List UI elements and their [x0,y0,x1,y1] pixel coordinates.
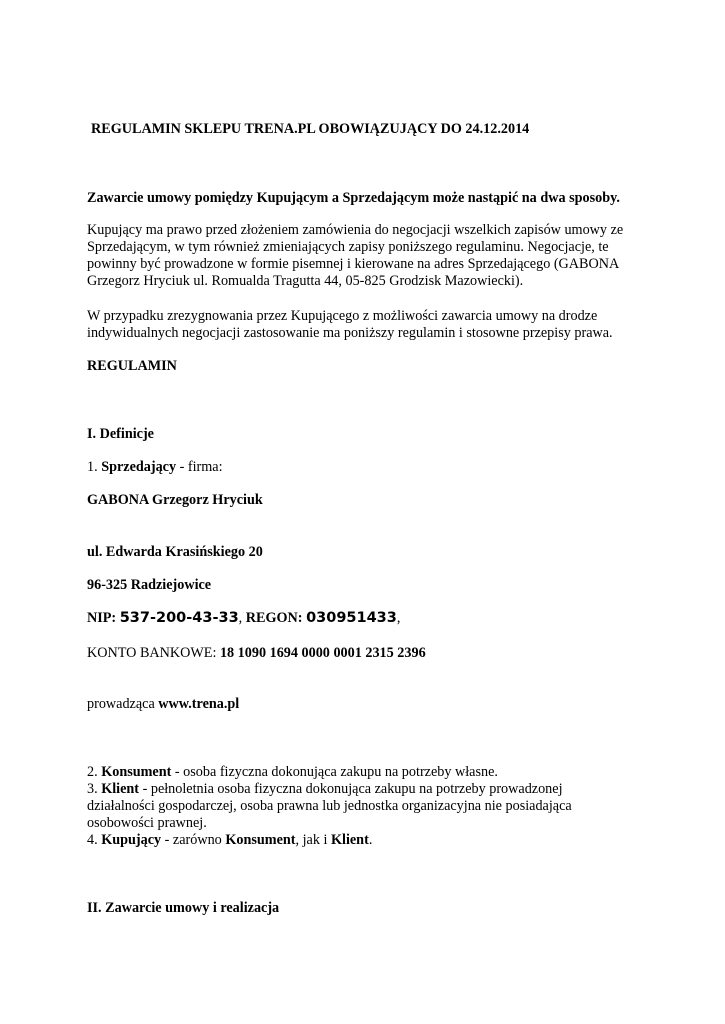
definition-number: 1. [87,459,102,475]
definition-text: - firma: [176,459,223,475]
definition-number: 4. [87,832,102,848]
nip-label: NIP: [87,610,120,626]
definition-term: Klient [101,781,140,797]
paragraph-negotiation [87,222,647,290]
nip-value: 537-200-43-33 [119,610,239,626]
paragraph-line: Grzegorz Hryciuk ul. Romualda Tragutta 44, 05-825 Grodzisk Mazowiecki). [87,273,524,289]
company-city: 96-325 Radziejowice [87,577,212,593]
definition-term: Kupujący [101,832,162,848]
website-line [87,696,647,713]
paragraph-line: powinny być prowadzone w formie pisemnej i kierowane na adres Sprzedającego (GABONA [87,256,620,272]
regon-label: REGON: [245,610,307,626]
paragraph-line: W przypadku zrezygnowania przez Kupującego z możliwości zawarcia umowy na drodze [87,308,598,324]
definition-client-continued: osobowości prawnej. [87,815,207,831]
separator: , [396,610,401,626]
intro-heading: Zawarcie umowy pomiędzy Kupującym a Sprzedającym może nastąpić na dwa sposoby. [87,190,620,206]
paragraph-line: Sprzedającym, w tym również zmieniających zapisy poniższego regulaminu. Negocjacje, te [87,239,609,255]
website-label: prowadząca [87,696,159,712]
regulamin-heading: REGULAMIN [87,358,177,374]
paragraph-line: indywidualnych negocjacji zastosowanie ma poniższy regulamin i stosowne przepisy prawa. [87,325,613,341]
website-value: www.trena.pl [158,696,240,712]
company-name: GABONA Grzegorz Hryciuk [87,492,263,508]
separator: , [238,610,246,626]
company-tax-ids [87,610,647,627]
definition-client-continued: działalności gospodarczej, osoba prawna lub jednostka organizacyjna nie posiadająca [87,798,572,814]
definition-term: Konsument [225,832,296,848]
definition-number: 2. [87,764,102,780]
regon-value: 030951433 [306,610,397,626]
bank-label: KONTO BANKOWE: [87,645,220,661]
bank-value: 18 1090 1694 0000 0001 2315 2396 [219,645,426,661]
definition-client [87,781,647,798]
section-definitions-heading: I. Definicje [87,426,154,442]
definition-term: Klient [330,832,369,848]
company-street: ul. Edwarda Krasińskiego 20 [87,544,263,560]
definition-term: Sprzedający [101,459,177,475]
definition-text: - pełnoletnia osoba fizyczna dokonująca zakupu na potrzeby prowadzonej [139,781,563,797]
definition-consumer [87,764,647,781]
definition-seller [87,459,647,476]
definitions-list [87,764,647,849]
definition-text: , jak i [295,832,331,848]
definition-buyer [87,832,647,849]
document-title: REGULAMIN SKLEPU TRENA.PL OBOWIĄZUJĄCY DO 24.12.2014 [91,121,530,137]
definition-term: Konsument [101,764,172,780]
paragraph-resignation [87,308,647,342]
bank-account [87,645,647,662]
section-contract-heading: II. Zawarcie umowy i realizacja [87,900,280,916]
paragraph-line: Kupujący ma prawo przed złożeniem zamówienia do negocjacji wszelkich zapisów umowy ze [87,222,624,238]
definition-text: . [368,832,373,848]
definition-text: - osoba fizyczna dokonująca zakupu na potrzeby własne. [171,764,498,780]
definition-number: 3. [87,781,102,797]
definition-text: - zarówno [161,832,226,848]
